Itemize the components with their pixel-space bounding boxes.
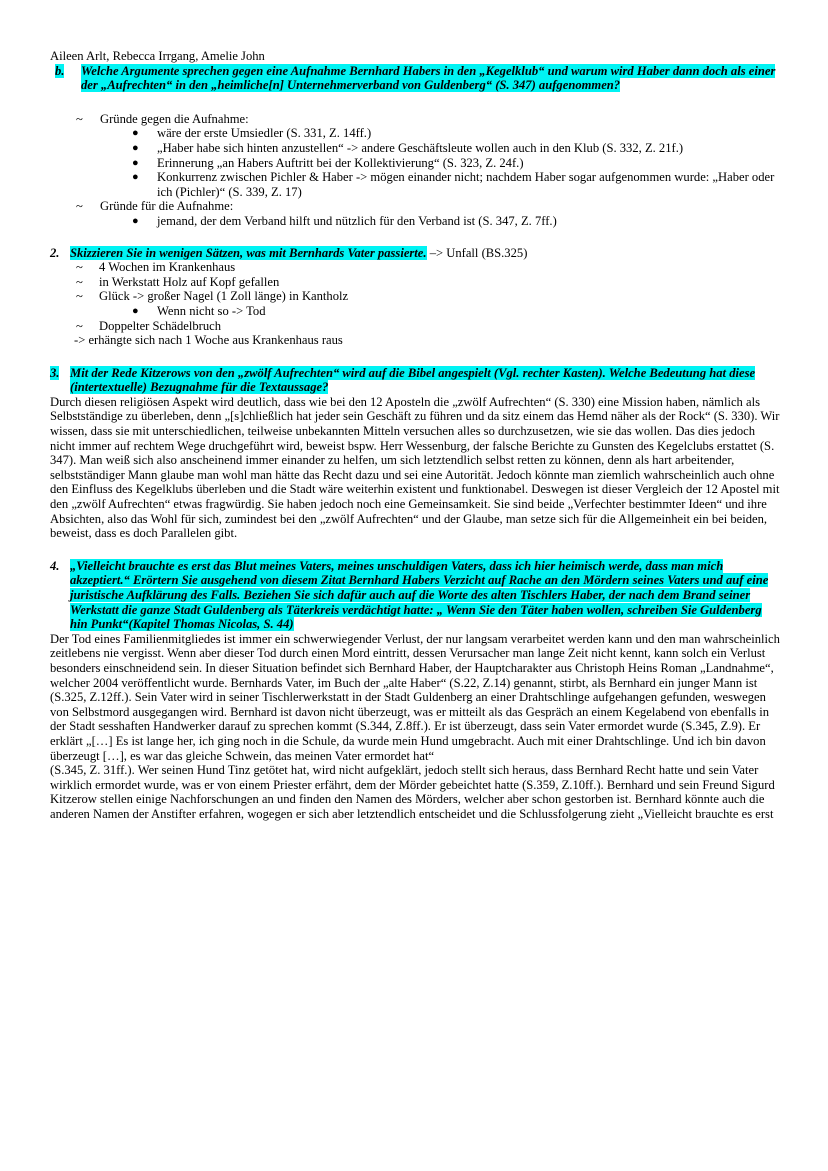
question-2-inline-answer: –> Unfall (BS.325) xyxy=(426,245,528,260)
reasons-list xyxy=(50,112,780,127)
bullet-icon: ● xyxy=(132,214,139,227)
question-b-number: b. xyxy=(55,63,65,78)
question-2-conclusion: -> erhängte sich nach 1 Woche aus Krankenhaus raus xyxy=(74,333,343,348)
question-2-number: 2. xyxy=(50,245,60,260)
list-item: ● jemand, der dem Verband hilft und nützlich für den Verband ist (S. 347, Z. 7ff.) xyxy=(132,213,557,228)
group-label: Gründe für die Aufnahme: xyxy=(100,199,234,214)
reasons-against-items xyxy=(50,126,780,199)
tilde-icon: ~ xyxy=(76,274,83,289)
question-4-number: 4. xyxy=(50,558,60,573)
list-item: ● Wenn nicht so -> Tod xyxy=(132,303,266,318)
spacer xyxy=(50,348,780,366)
bullet-icon: ● xyxy=(132,171,139,184)
list-item: ~ 4 Wochen im Krankenhaus xyxy=(76,260,236,275)
question-4-answer: Der Tod eines Familienmitgliedes ist immer ein schwerwiegender Verlust, der nur langsam verarbeitet werden kann und den man wahrscheinlich zeitlebens nie vergisst. Wenn aber dieser Tod durch einen Mord eintritt, dessen Verursacher man lange Zeit nicht kennt, kann solch ein Verlust besonders einschneidend sein. In dieser Situation befindet sich Bernhard Haber, der Hauptcharakter aus Christoph Heins Roman „Landnahme“, welcher 2004 veröffentlicht wurde. Bernhards Vater, im Buch der „alte Haber“ (S.22, Z.14) genannt, stirbt, als Bernhard ein junger Mann ist (S.325, Z.12ff.). Sein Vater wird in seiner Tischlerwerkstatt in der Stadt Guldenberg an einer Drahtschlinge aufgehangen gefunden, weswegen von Selbstmord ausgegangen wird. Bernhard ist davon nicht überzeugt, was er mitteilt als das Gespräch an einem Kegelabend von ebenfalls in der Stadt sesshaften Handwerker darauf zu sprechen kommt (S.344, Z.8ff.). Er ist überzeugt, dass sein Vater ermordet wurde (S.345, Z.9). Er erklärt „[…] Es ist lange her, ich ging noch in die Schule, da wurde mein Hund umgebracht. Auch mit einer Drahtschlinge. Und ich bin davon überzeugt […], es war das gleiche Schwein, das meinen Vater ermordet hat“ xyxy=(50,631,780,763)
spacer xyxy=(50,541,780,559)
question-2-answer-list-cont xyxy=(50,319,780,334)
bullet-icon: ● xyxy=(132,141,139,154)
bullet-icon: ● xyxy=(132,304,139,317)
question-b-text: Welche Argumente sprechen gegen eine Aufnahme Bernhard Habers in den „Kegelklub“ und warum wird Haber dann doch als einer der „Aufrechten“ in den „heimliche[n] Unternehmerverband von Guldenberg“ (S. 347) aufgenommen? xyxy=(81,63,776,93)
question-3 xyxy=(50,366,780,395)
question-2-answer-list xyxy=(50,260,780,304)
question-4-text: „Vielleicht brauchte es erst das Blut meines Vaters, meines unschuldigen Vaters, dass ich hier heimisch werde, dass man mich akzeptiert.“ Erörtern Sie ausgehend von diesem Zitat Bernhard Habers Verzicht auf Rache an den Mördern seines Vaters und auf eine juristische Aufklärung des Falls. Beziehen Sie sich dafür auch auf die Worte des alten Tischlers Haber, der nach dem Brand seiner Werkstatt die ganze Stadt Guldenberg als Täterkreis verdächtigt hatte: „ Wenn Sie den Täter haben wollen, schreiben Sie Guldenberg hin Punkt“(Kapitel Thomas Nicolas, S. 44) xyxy=(70,558,769,632)
bullet-icon: ● xyxy=(132,156,139,169)
question-3-text: Mit der Rede Kitzerows von den „zwölf Aufrechten“ wird auf die Bibel angespielt (Vgl. rechter Kasten). Welche Bedeutung hat diese (intertextuelle) Bezugnahme für die Textaussage? xyxy=(70,365,756,395)
list-item: ~ Glück -> großer Nagel (1 Zoll länge) in Kantholz xyxy=(76,289,349,304)
tilde-icon: ~ xyxy=(76,289,83,304)
list-item: ~ in Werkstatt Holz auf Kopf gefallen xyxy=(76,274,280,289)
list-item: ● wäre der erste Umsiedler (S. 331, Z. 14ff.) xyxy=(132,126,372,141)
question-3-number: 3. xyxy=(50,365,60,380)
question-4-answer-continued: (S.345, Z. 31ff.). Wer seinen Hund Tinz getötet hat, wird nicht aufgeklärt, jedoch stellt sich heraus, dass Bernhard Recht hatte und sein Vater wirklich ermordet wurde, was er von einem Priester erfährt, dem der Mörder gebeichtet hatte (S.359, Z.10ff.). Bernhard und sein Freund Sigurd Kitzerow stellen einige Nachforschungen an und finden den Namen des Mörders, welcher aber schon gestorben ist. Bernhard könnte auch die anderen Namen der Anstifter erfahren, wogegen er sich aber letztendlich entscheidet und die Schlussfolgerung zieht „Vielleicht brauchte es erst xyxy=(50,763,775,821)
tilde-icon: ~ xyxy=(76,199,83,214)
question-2 xyxy=(50,246,780,261)
tilde-icon: ~ xyxy=(76,318,83,333)
list-item: ● Erinnerung „an Habers Auftritt bei der Kollektivierung“ (S. 323, Z. 24f.) xyxy=(132,155,524,170)
question-3-answer: Durch diesen religiösen Aspekt wird deutlich, dass wie bei den 12 Aposteln die „zwölf Aufrechten“ (S. 330) eine Mission haben, nämlich als Selbstständige zu überleben, denn „[s]chließlich hat jeder sein Geschäft zu führen und da sitz einem das Hemd näher als der Rock“ (S. 330). Wir wissen, dass sie mit unterschiedlichen, teilweise unbekannten Mitteln versuchen alles so durchzusetzen, wie sie das wollen. Das dies jedoch nicht immer auf rechtem Wege druchgeführt wird, beweist bspw. Herr Wessenburg, der falsche Berichte zu Gunsten des Kegelclubs erstattet (S. 347). Man weiß sich also anscheinend immer einander zu helfen, um sich letztendlich selbst retten zu können, denn als hart arbeitender, selbstständiger Mann glaube man wohl man hätte das Recht dazu und sei eine Autorität. Jedoch könnte man ziemlich wahrscheinlich auch ohne den Einfluss des Kegelklubs überleben und die Stadt wäre weiterhin existent und funktionabel. Deswegen ist dieser Vergleich der 12 Apostel mit den „zwölf Aufrechten“ etwas fragwürdig. Sie haben jedoch noch eine Gemeinsamkeit. Sie sind beide „Verfechter bestimmter Ideen“ und ihre Absichten, also das Wohl für sich, zumindest bei den „zwölf Aufrechten“ und der Glaube, man setze sich für die Allgemeinheit ein bei beiden, beweist, dass es doch Parallelen gibt. xyxy=(50,394,780,541)
question-b xyxy=(55,64,780,93)
reasons-for-list xyxy=(50,199,780,214)
reasons-against-group xyxy=(50,112,780,127)
spacer xyxy=(50,229,780,246)
list-item: ● Konkurrenz zwischen Pichler & Haber -> mögen einander nicht; nachdem Haber sogar aufgenommen wurde: „Haber oder ich (Pichler)“ (S. 339, Z. 17) xyxy=(132,170,775,199)
spacer xyxy=(50,93,780,112)
group-label: Gründe gegen die Aufnahme: xyxy=(100,111,249,126)
tilde-icon: ~ xyxy=(76,260,83,275)
list-item: ~ Doppelter Schädelbruch xyxy=(76,318,222,333)
question-2-sub-list xyxy=(50,304,780,319)
bullet-icon: ● xyxy=(132,127,139,140)
reasons-for-items xyxy=(50,214,780,229)
question-2-text: Skizzieren Sie in wenigen Sätzen, was mit Bernhards Vater passierte. –> Unfall (BS.325) xyxy=(70,245,528,260)
reasons-for-group xyxy=(50,199,780,214)
list-item: ● „Haber habe sich hinten anzustellen“ -> andere Geschäftsleute wollen auch in den Klub (S. 332, Z. 21f.) xyxy=(132,140,684,155)
document-page xyxy=(50,49,780,822)
question-4 xyxy=(50,559,780,632)
tilde-icon: ~ xyxy=(76,111,83,126)
authors-line: Aileen Arlt, Rebecca Irrgang, Amelie John xyxy=(50,49,265,63)
